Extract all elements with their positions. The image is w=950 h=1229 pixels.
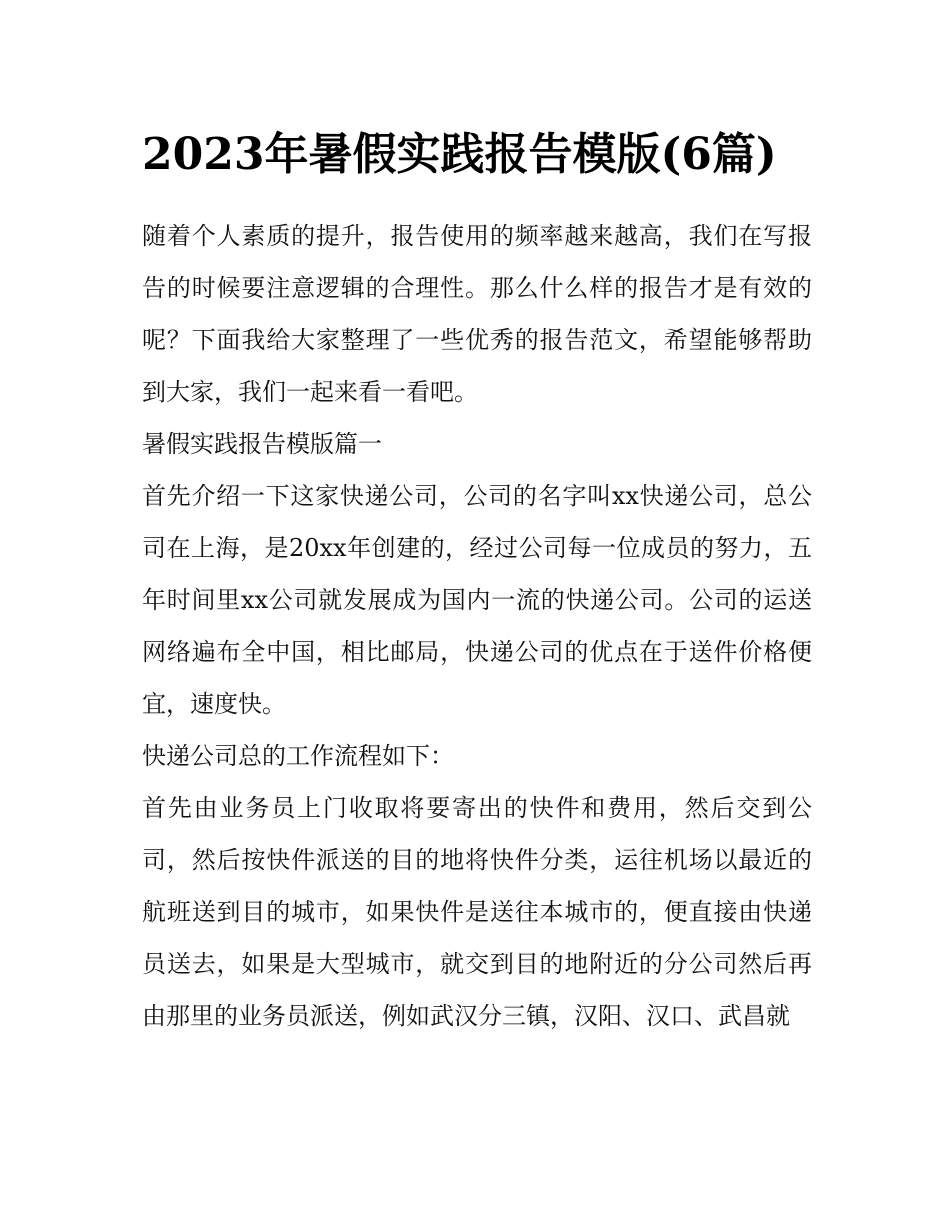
document-body: [142, 118, 812, 1042]
company-intro-paragraph: 首先介绍一下这家快递公司，公司的名字叫xx快递公司，总公司在上海，是20xx年创建的，经过公司每一位成员的努力，五年时间里xx公司就发展成为国内一流的快递公司。公司的运送网络遍布全中国，相比邮局，快递公司的优点在于送件价格便宜，速度快。: [142, 482, 812, 718]
document-title: 2023年暑假实践报告模版(6篇): [142, 129, 777, 180]
workflow-heading: 快递公司总的工作流程如下：: [142, 742, 454, 770]
workflow-paragraph: 首先由业务员上门收取将要寄出的快件和费用，然后交到公司，然后按快件派送的目的地将快件分类，运往机场以最近的航班送到目的城市，如果快件是送往本城市的，便直接由快递员送去，如果是大型城市，就交到目的地附近的分公司然后再由那里的业务员派送，例如武汉分三镇，汉阳、汉口、武昌就: [142, 794, 812, 1030]
section-heading: 暑假实践报告模版篇一: [142, 430, 382, 458]
intro-paragraph: 随着个人素质的提升，报告使用的频率越来越高，我们在写报告的时候要注意逻辑的合理性。那么什么样的报告才是有效的呢？下面我给大家整理了一些优秀的报告范文，希望能够帮助到大家，我们一起来看一看吧。: [142, 222, 812, 406]
